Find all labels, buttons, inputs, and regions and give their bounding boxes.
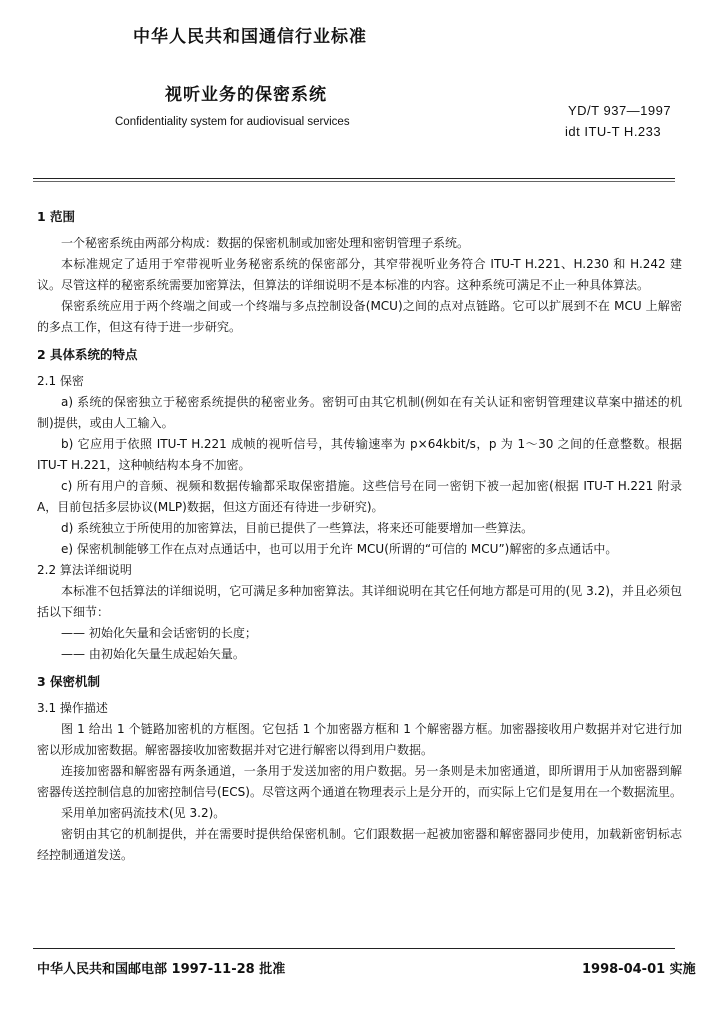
section-2-1-item-e: e) 保密机制能够工作在点对点通话中，也可以用于允许 MCU(所谓的“可信的 MCU”)解密的多点通话中。 [61,542,618,556]
section-3-heading: 3 保密机制 [37,674,101,689]
section-2-2-dash-item-1: —— 初始化矢量和会话密钥的长度； [61,626,257,640]
section-3-1-paragraph-3: 采用单加密码流技术(见 3.2)。 [61,806,226,820]
section-2-heading: 2 具体系统的特点 [37,347,138,362]
standard-organization-header: 中华人民共和国通信行业标准 [133,27,367,47]
section-3-1-paragraph-2: 连接加密器和解密器有两条通道，一条用于发送加密的用户数据。另一条则是未加密通道，即所谓用于从加密器到解密器传送控制信息的加密控制信号(ECS)。尽管这两个通道在物理表示上是分开的，而实际上它们是复用在一个数据流里。 [37,764,682,799]
section-3-1-paragraph-4: 密钥由其它的机制提供，并在需要时提供给保密机制。它们跟数据一起被加密器和解密器同步使用，加载新密钥标志经控制通道发送。 [37,827,682,862]
section-3-1-paragraph-1: 图 1 给出 1 个链路加密机的方框图。它包括 1 个加密器方框和 1 个解密器方框。加密器接收用户数据并对它进行加密以形成加密数据。解密器接收加密数据并对它进行解密以得到用户数据。 [37,722,682,757]
section-3-1-heading: 3.1 操作描述 [37,701,108,715]
section-1-heading: 1 范围 [37,209,76,224]
header-divider-thin [33,181,675,182]
section-2-1-item-b: b) 它应用于依照 ITU-T H.221 成帧的视听信号，其传输速率为 p×64kbit/s，p 为 1～30 之间的任意整数。根据 ITU-T H.221，这种帧结构本身不加密。 [37,437,682,472]
footer-divider [33,948,675,949]
document-title-english: Confidentiality system for audiovisual services [115,116,350,128]
section-2-1-item-a: a) 系统的保密独立于秘密系统提供的秘密业务。密钥可由其它机制(例如在有关认证和密钥管理建议草案中描述的机制)提供，或由人工输入。 [37,395,682,430]
section-2-2-paragraph: 本标准不包括算法的详细说明，它可满足多种加密算法。其详细说明在其它任何地方都是可用的(见 3.2)，并且必须包括以下细节： [37,584,682,619]
section-2-1-item-c: c) 所有用户的音频、视频和数据传输都采取保密措施。这些信号在同一密钥下被一起加密(根据 ITU-T H.221 附录 A，目前包括多层协议(MLP)数据，但这方面还有待进一步研究)。 [37,479,682,514]
standard-number: YD/T 937—1997 [568,103,672,118]
section-1-paragraph-1: 一个秘密系统由两部分构成：数据的保密机制或加密处理和密钥管理子系统。 [61,236,470,250]
header-divider [33,178,675,179]
document-body [37,206,682,866]
section-2-2-dash-item-2: —— 由初始化矢量生成起始矢量。 [61,647,245,661]
section-1-paragraph-3: 保密系统应用于两个终端之间或一个终端与多点控制设备(MCU)之间的点对点链路。它可以扩展到不在 MCU 上解密的多点工作，但这有待于进一步研究。 [37,299,682,334]
section-1-paragraph-2: 本标准规定了适用于窄带视听业务秘密系统的保密部分，其窄带视听业务符合 ITU-T H.221、H.230 和 H.242 建议。尽管这样的秘密系统需要加密算法，但算法的详细说明不是本标准的内容。这种系统可满足不止一种具体算法。 [37,257,682,292]
implementation-date: 1998-04-01 实施 [582,962,696,977]
section-2-1-item-d: d) 系统独立于所使用的加密算法，目前已提供了一些算法，将来还可能要增加一些算法。 [61,521,534,535]
identical-standard-number: idt ITU-T H.233 [565,124,662,139]
approval-statement: 中华人民共和国邮电部 1997-11-28 批准 [37,962,286,977]
section-2-1-heading: 2.1 保密 [37,374,84,388]
section-2-2-heading: 2.2 算法详细说明 [37,563,132,577]
document-title-chinese: 视听业务的保密系统 [165,85,327,105]
